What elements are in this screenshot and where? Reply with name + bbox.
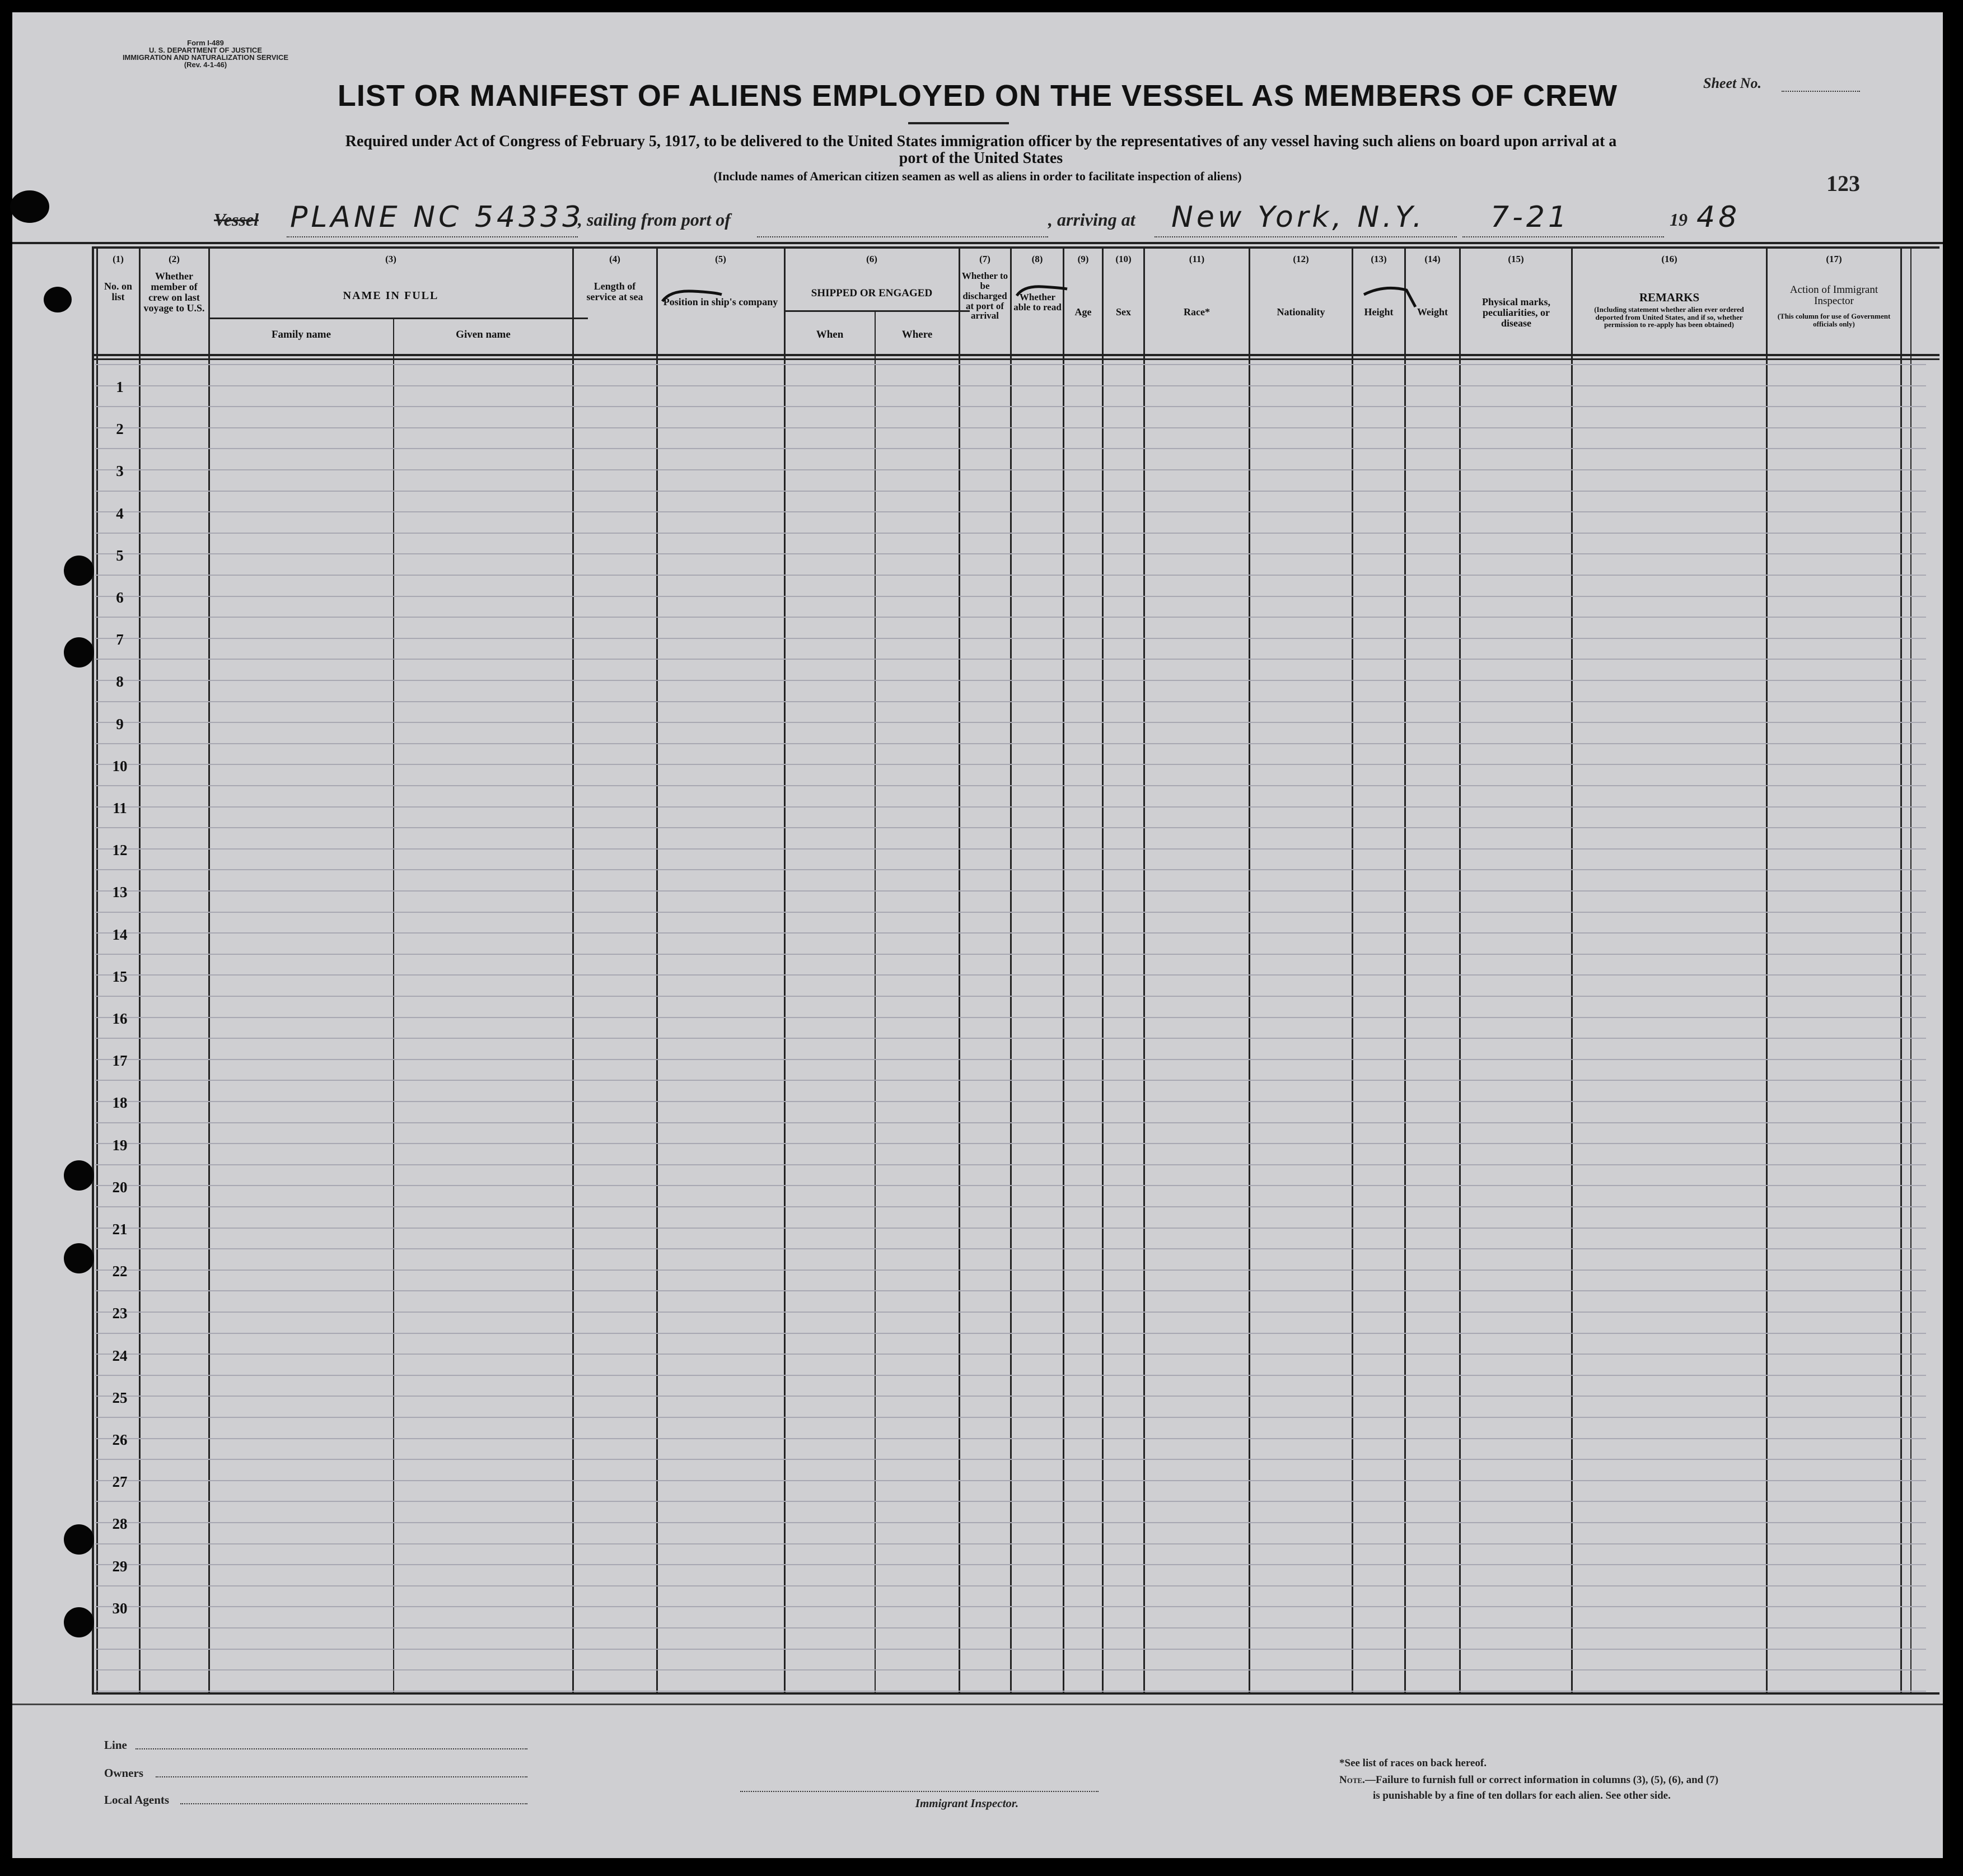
manifest-subtitle [124,133,1838,167]
page-number: 123 [1826,171,1860,196]
col10-header: Sex [1116,306,1131,318]
row-rule [95,996,1926,997]
footer-rule [12,1704,1943,1705]
race-note: *See list of races on back hereof. [1339,1757,1487,1769]
row-number: 30 [112,1600,128,1617]
row-rule [95,1228,1926,1229]
check-mark-col13 [1362,283,1423,311]
col10-number: (10) [1115,254,1132,264]
row-number: 2 [116,421,124,437]
col14-header: Weight [1417,306,1448,318]
row-rule [95,1038,1926,1039]
vessel-name-value: PLANE NC 54333 [290,200,585,234]
row-number: 14 [112,926,128,943]
subtitle-line2: port of the United States [899,150,1063,167]
vessel-label: Vessel [214,209,259,230]
row-number: 11 [113,800,127,816]
vessel-field[interactable] [287,236,578,237]
row-number: 20 [112,1179,128,1196]
row-number: 26 [112,1431,128,1448]
owners-field[interactable] [156,1776,527,1777]
col16-note: (Including statement whether alien ever ordered deported from United States, and if so, whether permission to re-apply has been obtained) [1594,305,1744,329]
col11-number: (11) [1189,254,1205,264]
year-value: 48 [1696,200,1741,234]
row-rule [95,553,1926,554]
manifest-sheet [12,12,1943,1858]
row-rule [95,827,1926,828]
row-rule [95,469,1926,470]
binder-hole [64,556,94,586]
col6-when-header: When [816,329,844,340]
col16-number: (16) [1661,254,1677,264]
row-rule [95,1564,1926,1565]
failure-note-line2: is punishable by a fine of ten dollars for each alien. See other side. [1373,1790,1671,1802]
binder-hole [64,1243,94,1273]
row-number: 27 [112,1473,128,1490]
row-rule [95,701,1926,702]
row-rule [95,764,1926,765]
row-rule [95,974,1926,976]
manifest-title: LIST OR MANIFEST OF ALIENS EMPLOYED ON THE VESSEL AS MEMBERS OF CREW [337,79,1618,113]
binder-hole [64,1524,94,1555]
row-rule [95,1333,1926,1334]
col1-header: No. on list [104,281,132,302]
form-number: Form I-489 [187,39,224,47]
row-number: 15 [112,968,128,985]
row-rule [95,1017,1926,1018]
row-rule [95,954,1926,955]
row-rule [95,1649,1926,1650]
row-number: 19 [112,1137,128,1154]
row-rule [95,1522,1926,1523]
row-rule [95,1669,1926,1670]
col15-header: Physical marks, peculiarities, or disease [1481,296,1550,329]
row-rule [95,1143,1926,1144]
row-rule [95,427,1926,428]
row-rule [95,722,1926,723]
row-number: 22 [112,1263,128,1280]
arrival-date-value: 7-21 [1490,200,1571,234]
line-field[interactable] [135,1748,527,1749]
row-rule [95,1501,1926,1502]
row-rule [95,869,1926,870]
col17-number: (17) [1826,254,1842,264]
row-rule [95,1206,1926,1207]
row-rule [95,848,1926,850]
row-rule [95,1627,1926,1628]
col15-number: (15) [1508,254,1524,264]
col6-number: (6) [866,254,877,264]
row-rule [95,533,1926,534]
row-rule [95,1164,1926,1165]
row-number: 23 [112,1305,128,1322]
subtitle-note: (Include names of American citizen seamen as well as aliens in order to facilitate inspection of aliens) [713,169,1242,183]
col17-header: Action of Immigrant Inspector [1789,284,1878,307]
row-rule [95,1459,1926,1460]
binder-hole [64,637,94,668]
binder-hole [44,287,72,312]
binder-hole [10,190,49,223]
failure-note [1339,1774,1718,1786]
row-rule [95,1354,1926,1355]
row-number: 28 [112,1515,128,1532]
subtitle-line1: Required under Act of Congress of February 5, 1917, to be delivered to the United States immigration officer by the representatives of any vessel having such aliens on board upon arrival at a [345,133,1617,150]
department-name: U. S. DEPARTMENT OF JUSTICE [149,46,262,54]
row-number: 5 [116,547,124,564]
col1-number: (1) [113,254,124,264]
col17-note: (This column for use of Government officials only) [1777,312,1891,328]
row-rule [95,491,1926,492]
shipped-subheader-rule [785,310,970,312]
row-rule [95,511,1926,512]
row-rule [95,1122,1926,1123]
sailing-label: , sailing from port of [578,209,731,230]
row-number: 25 [112,1389,128,1406]
col8-number: (8) [1031,254,1043,264]
local-agents-field[interactable] [180,1803,527,1804]
row-rule [95,575,1926,576]
col12-number: (12) [1293,254,1309,264]
row-rule [95,743,1926,744]
sheet-number-label: Sheet No. [1703,75,1761,91]
col2-number: (2) [169,254,180,264]
check-mark-col8 [1015,282,1071,305]
inspector-label: Immigrant Inspector. [915,1796,1019,1810]
arriving-label: , arriving at [1048,209,1135,230]
service-name: IMMIGRATION AND NATURALIZATION SERVICE [122,53,289,62]
row-rule [95,1059,1926,1060]
arriving-port-field[interactable] [1155,236,1457,237]
note-label: Note. [1339,1774,1365,1786]
row-rule [95,1375,1926,1376]
check-mark-col5 [659,287,726,309]
owners-label: Owners [104,1766,143,1780]
row-number: 29 [112,1558,128,1575]
row-rule [95,1185,1926,1186]
col9-number: (9) [1077,254,1089,264]
row-number: 24 [112,1347,128,1364]
col6-where-header: Where [901,329,933,340]
col3-header: NAME IN FULL [343,290,439,302]
name-subheader-rule [209,318,588,319]
row-rule [95,596,1926,597]
col5-header: Position in ship's company [663,296,778,307]
header-bottom-rule1 [92,354,1939,356]
col9-header: Age [1074,306,1092,318]
row-number: 3 [116,463,124,479]
col3-given-name-header: Given name [456,329,511,340]
row-number: 17 [112,1052,128,1069]
form-revision: (Rev. 4-1-46) [184,60,227,69]
inspector-signature-field[interactable] [740,1791,1099,1792]
note-text: —Failure to furnish full or correct information in columns (3), (5), (6), and (7) [1364,1774,1719,1786]
row-rule [95,680,1926,681]
row-number: 1 [116,379,124,395]
col11-header: Race* [1184,306,1210,318]
binder-hole [64,1160,94,1191]
row-rule [95,385,1926,386]
col12-header: Nationality [1277,306,1325,318]
row-rule [95,1543,1926,1544]
row-rule [95,912,1926,913]
row-rule [95,364,1926,365]
row-rule [95,617,1926,618]
row-number: 4 [116,505,124,522]
col14-number: (14) [1424,254,1441,264]
row-number: 16 [112,1010,128,1027]
row-rule [95,890,1926,892]
row-rule [95,785,1926,786]
row-rule [95,1691,1926,1692]
row-rule [95,406,1926,407]
year-prefix: 19 [1670,209,1688,230]
table-bottom-border [92,1692,1939,1695]
row-rule [95,806,1926,808]
row-rule [95,448,1926,449]
row-rule [95,659,1926,660]
row-rule [95,932,1926,934]
col4-header: Length of service at sea [586,281,643,302]
col7-number: (7) [979,254,990,264]
col4-number: (4) [609,254,620,264]
col8-header: Whether able to read [1013,292,1062,312]
row-rule [95,1290,1926,1291]
row-number: 7 [116,631,124,648]
arrival-date-field[interactable] [1462,236,1664,237]
sailing-port-field[interactable] [757,236,1048,237]
row-rule [95,1101,1926,1102]
row-rule [95,1270,1926,1271]
table-top-border [92,246,1939,249]
row-rule [95,1396,1926,1397]
row-number: 8 [116,673,124,690]
line-label: Line [104,1738,127,1752]
row-rule [95,1606,1926,1607]
row-rule [95,1248,1926,1249]
row-rule [95,1585,1926,1586]
binder-hole [64,1607,94,1637]
col6-header: SHIPPED OR ENGAGED [811,287,933,299]
form-info [113,39,298,68]
row-number: 21 [112,1221,128,1238]
separator-top [12,242,1943,244]
title-rule [908,122,1009,124]
row-number: 18 [112,1094,128,1111]
row-number: 10 [112,758,128,774]
col2-header: Whether member of crew on last voyage to U.S. [143,270,205,314]
row-number: 12 [112,842,128,858]
col16-header: REMARKS [1639,291,1700,304]
row-number: 6 [116,589,124,606]
col13-number: (13) [1371,254,1387,264]
arriving-port-value: New York, N.Y. [1171,200,1425,234]
local-agents-label: Local Agents [104,1793,170,1807]
row-rule [95,1417,1926,1418]
row-rule [95,1480,1926,1481]
col3-family-name-header: Family name [271,329,331,340]
col7-header: Whether to be discharged at port of arrival [961,270,1008,321]
row-rule [95,1438,1926,1439]
row-number: 9 [116,716,124,732]
col13-header: Height [1364,306,1394,318]
col3-number: (3) [385,254,396,264]
row-number: 13 [112,884,128,900]
header-bottom-rule2 [92,358,1939,360]
row-rule [95,1080,1926,1081]
row-rule [95,638,1926,639]
row-rule [95,1312,1926,1313]
col5-number: (5) [715,254,726,264]
